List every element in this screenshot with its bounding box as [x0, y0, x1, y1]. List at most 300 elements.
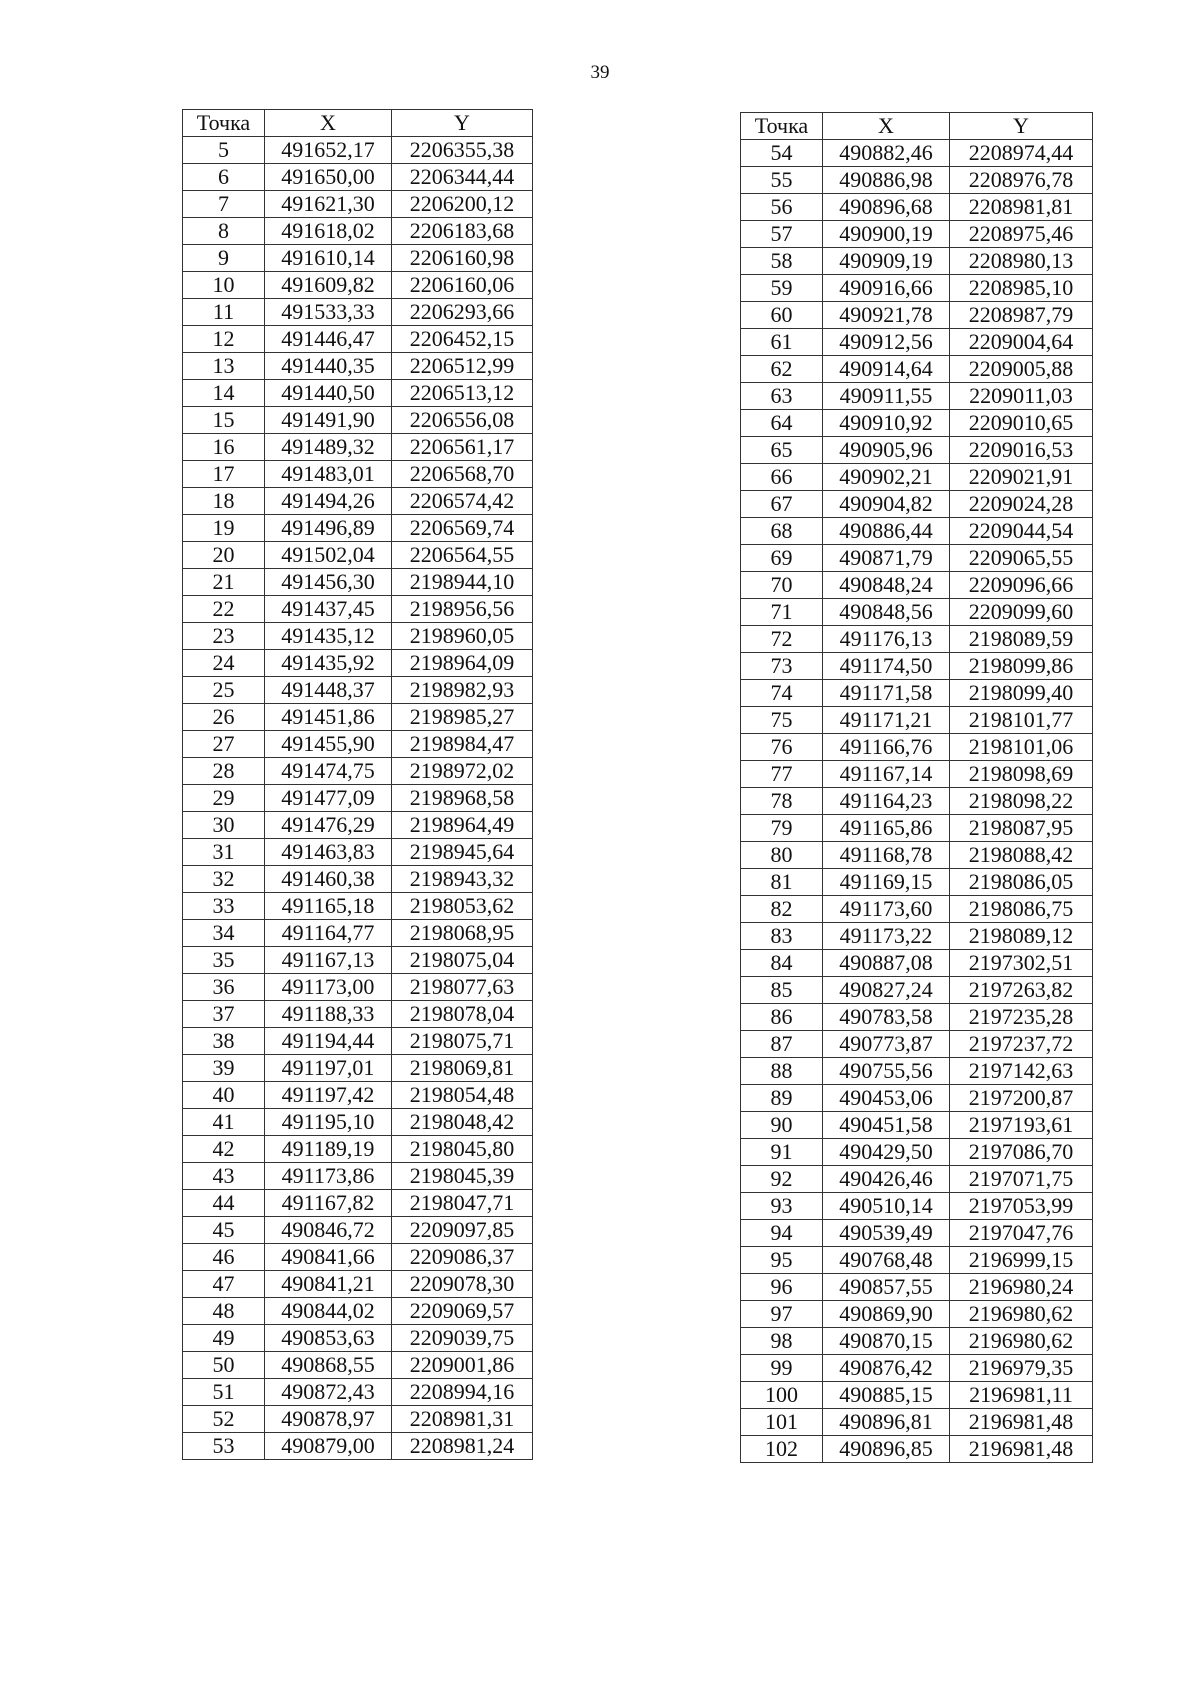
cell-y: 2209039,75 [392, 1325, 533, 1352]
cell-x: 490886,98 [823, 167, 950, 194]
cell-x: 490879,00 [265, 1433, 392, 1460]
table-row [183, 164, 533, 191]
cell-point: 42 [183, 1136, 265, 1163]
cell-point: 76 [741, 734, 823, 761]
cell-x: 490916,66 [823, 275, 950, 302]
cell-x: 490451,58 [823, 1112, 950, 1139]
table-row [183, 407, 533, 434]
cell-x: 490900,19 [823, 221, 950, 248]
cell-x: 490510,14 [823, 1193, 950, 1220]
cell-x: 490896,68 [823, 194, 950, 221]
cell-x: 490887,08 [823, 950, 950, 977]
table-row [183, 1298, 533, 1325]
cell-x: 491167,13 [265, 947, 392, 974]
cell-point: 58 [741, 248, 823, 275]
cell-y: 2198088,42 [950, 842, 1093, 869]
cell-x: 491173,00 [265, 974, 392, 1001]
table-body [183, 137, 533, 1460]
cell-point: 52 [183, 1406, 265, 1433]
cell-x: 491496,89 [265, 515, 392, 542]
cell-x: 491171,58 [823, 680, 950, 707]
cell-x: 490896,85 [823, 1436, 950, 1463]
cell-y: 2206452,15 [392, 326, 533, 353]
cell-x: 491650,00 [265, 164, 392, 191]
cell-y: 2206568,70 [392, 461, 533, 488]
cell-y: 2206183,68 [392, 218, 533, 245]
cell-point: 64 [741, 410, 823, 437]
cell-point: 6 [183, 164, 265, 191]
cell-y: 2197263,82 [950, 977, 1093, 1004]
cell-point: 49 [183, 1325, 265, 1352]
table-row [741, 1031, 1093, 1058]
cell-y: 2198944,10 [392, 569, 533, 596]
table-row [183, 299, 533, 326]
cell-y: 2198089,59 [950, 626, 1093, 653]
cell-y: 2198960,05 [392, 623, 533, 650]
cell-point: 83 [741, 923, 823, 950]
cell-x: 490902,21 [823, 464, 950, 491]
cell-x: 490869,90 [823, 1301, 950, 1328]
cell-point: 37 [183, 1001, 265, 1028]
cell-y: 2198101,06 [950, 734, 1093, 761]
table-header-row [741, 113, 1093, 140]
cell-point: 28 [183, 758, 265, 785]
cell-y: 2209010,65 [950, 410, 1093, 437]
table-row [741, 275, 1093, 302]
cell-point: 93 [741, 1193, 823, 1220]
cell-x: 490841,21 [265, 1271, 392, 1298]
cell-point: 67 [741, 491, 823, 518]
table-row [741, 653, 1093, 680]
cell-y: 2208981,31 [392, 1406, 533, 1433]
cell-x: 490783,58 [823, 1004, 950, 1031]
cell-x: 491618,02 [265, 218, 392, 245]
table-row [183, 137, 533, 164]
table-row [183, 515, 533, 542]
table-row [183, 947, 533, 974]
table-header-row [183, 110, 533, 137]
table-row [741, 599, 1093, 626]
cell-x: 490921,78 [823, 302, 950, 329]
cell-x: 491483,01 [265, 461, 392, 488]
table-row [741, 896, 1093, 923]
cell-x: 490904,82 [823, 491, 950, 518]
cell-point: 36 [183, 974, 265, 1001]
table-row [741, 1193, 1093, 1220]
cell-x: 490868,55 [265, 1352, 392, 1379]
table-row [741, 1004, 1093, 1031]
cell-point: 53 [183, 1433, 265, 1460]
cell-point: 24 [183, 650, 265, 677]
cell-x: 490848,24 [823, 572, 950, 599]
cell-y: 2198087,95 [950, 815, 1093, 842]
cell-x: 491474,75 [265, 758, 392, 785]
column-header-x: X [265, 110, 392, 137]
cell-point: 50 [183, 1352, 265, 1379]
cell-point: 91 [741, 1139, 823, 1166]
coordinates-table-left [182, 109, 533, 1460]
cell-x: 490755,56 [823, 1058, 950, 1085]
cell-x: 491621,30 [265, 191, 392, 218]
cell-y: 2206344,44 [392, 164, 533, 191]
table-row [183, 272, 533, 299]
cell-point: 23 [183, 623, 265, 650]
table-row [741, 788, 1093, 815]
cell-x: 491489,32 [265, 434, 392, 461]
cell-x: 490909,19 [823, 248, 950, 275]
cell-y: 2198964,09 [392, 650, 533, 677]
cell-x: 491166,76 [823, 734, 950, 761]
table-row [741, 842, 1093, 869]
cell-point: 66 [741, 464, 823, 491]
cell-x: 490905,96 [823, 437, 950, 464]
cell-point: 59 [741, 275, 823, 302]
cell-point: 13 [183, 353, 265, 380]
cell-x: 490910,92 [823, 410, 950, 437]
cell-point: 68 [741, 518, 823, 545]
table-row [183, 1352, 533, 1379]
cell-point: 34 [183, 920, 265, 947]
cell-point: 32 [183, 866, 265, 893]
cell-point: 77 [741, 761, 823, 788]
cell-point: 26 [183, 704, 265, 731]
cell-y: 2198972,02 [392, 758, 533, 785]
table-row [183, 353, 533, 380]
cell-y: 2209078,30 [392, 1271, 533, 1298]
cell-point: 33 [183, 893, 265, 920]
cell-y: 2208976,78 [950, 167, 1093, 194]
table-row [741, 1301, 1093, 1328]
table-row [183, 812, 533, 839]
cell-x: 490768,48 [823, 1247, 950, 1274]
cell-point: 99 [741, 1355, 823, 1382]
cell-y: 2198075,04 [392, 947, 533, 974]
cell-x: 491167,82 [265, 1190, 392, 1217]
cell-y: 2206561,17 [392, 434, 533, 461]
cell-x: 491189,19 [265, 1136, 392, 1163]
cell-x: 491165,18 [265, 893, 392, 920]
table-row [741, 1247, 1093, 1274]
cell-x: 491435,92 [265, 650, 392, 677]
table-row [741, 437, 1093, 464]
cell-point: 14 [183, 380, 265, 407]
cell-x: 490853,63 [265, 1325, 392, 1352]
cell-point: 44 [183, 1190, 265, 1217]
cell-x: 491164,77 [265, 920, 392, 947]
cell-y: 2206200,12 [392, 191, 533, 218]
table-row [741, 1220, 1093, 1247]
table-row [741, 977, 1093, 1004]
cell-y: 2196999,15 [950, 1247, 1093, 1274]
cell-x: 491609,82 [265, 272, 392, 299]
cell-y: 2206556,08 [392, 407, 533, 434]
table-row [741, 356, 1093, 383]
cell-y: 2198045,80 [392, 1136, 533, 1163]
table-row [183, 1163, 533, 1190]
cell-point: 27 [183, 731, 265, 758]
cell-point: 63 [741, 383, 823, 410]
table-row [741, 1058, 1093, 1085]
cell-point: 90 [741, 1112, 823, 1139]
table-row [741, 923, 1093, 950]
cell-y: 2209065,55 [950, 545, 1093, 572]
cell-x: 491451,86 [265, 704, 392, 731]
cell-point: 39 [183, 1055, 265, 1082]
table-row [741, 464, 1093, 491]
table-row [183, 1136, 533, 1163]
cell-x: 490878,97 [265, 1406, 392, 1433]
table-row [183, 1082, 533, 1109]
cell-point: 54 [741, 140, 823, 167]
cell-point: 62 [741, 356, 823, 383]
cell-y: 2209099,60 [950, 599, 1093, 626]
cell-x: 491477,09 [265, 785, 392, 812]
cell-y: 2198075,71 [392, 1028, 533, 1055]
cell-x: 491164,23 [823, 788, 950, 815]
cell-y: 2196980,62 [950, 1328, 1093, 1355]
cell-x: 491491,90 [265, 407, 392, 434]
table-row [183, 1217, 533, 1244]
cell-y: 2198943,32 [392, 866, 533, 893]
table-row [741, 734, 1093, 761]
cell-y: 2209097,85 [392, 1217, 533, 1244]
cell-y: 2208994,16 [392, 1379, 533, 1406]
cell-x: 490841,66 [265, 1244, 392, 1271]
table-row [183, 1433, 533, 1460]
cell-y: 2208975,46 [950, 221, 1093, 248]
cell-point: 88 [741, 1058, 823, 1085]
cell-point: 86 [741, 1004, 823, 1031]
cell-x: 491173,22 [823, 923, 950, 950]
cell-point: 21 [183, 569, 265, 596]
cell-y: 2198099,40 [950, 680, 1093, 707]
cell-y: 2208981,81 [950, 194, 1093, 221]
cell-y: 2197237,72 [950, 1031, 1093, 1058]
table-row [741, 194, 1093, 221]
cell-y: 2196981,48 [950, 1436, 1093, 1463]
table-row [183, 974, 533, 1001]
table-row [183, 893, 533, 920]
cell-y: 2198098,69 [950, 761, 1093, 788]
table-row [741, 1139, 1093, 1166]
cell-y: 2197071,75 [950, 1166, 1093, 1193]
cell-y: 2198048,42 [392, 1109, 533, 1136]
table-row [183, 1406, 533, 1433]
cell-x: 491194,44 [265, 1028, 392, 1055]
cell-x: 491448,37 [265, 677, 392, 704]
cell-point: 20 [183, 542, 265, 569]
table-row [741, 1328, 1093, 1355]
cell-y: 2206293,66 [392, 299, 533, 326]
cell-y: 2206513,12 [392, 380, 533, 407]
cell-x: 490848,56 [823, 599, 950, 626]
cell-y: 2198047,71 [392, 1190, 533, 1217]
cell-y: 2197193,61 [950, 1112, 1093, 1139]
page-number: 39 [590, 62, 610, 83]
table-row [183, 1109, 533, 1136]
coordinates-table-right [740, 112, 1093, 1463]
cell-y: 2209086,37 [392, 1244, 533, 1271]
table-row [183, 677, 533, 704]
column-header-x: X [823, 113, 950, 140]
cell-y: 2198089,12 [950, 923, 1093, 950]
table-row [741, 1355, 1093, 1382]
cell-y: 2198069,81 [392, 1055, 533, 1082]
cell-x: 491494,26 [265, 488, 392, 515]
table-row [183, 569, 533, 596]
cell-y: 2209044,54 [950, 518, 1093, 545]
cell-y: 2209011,03 [950, 383, 1093, 410]
cell-y: 2198964,49 [392, 812, 533, 839]
cell-x: 490857,55 [823, 1274, 950, 1301]
cell-x: 491173,60 [823, 896, 950, 923]
cell-point: 31 [183, 839, 265, 866]
cell-point: 11 [183, 299, 265, 326]
cell-y: 2198982,93 [392, 677, 533, 704]
cell-y: 2209016,53 [950, 437, 1093, 464]
table-row [183, 866, 533, 893]
table-row [741, 248, 1093, 275]
cell-point: 56 [741, 194, 823, 221]
table-row [741, 1085, 1093, 1112]
table-row [741, 1436, 1093, 1463]
table-row [183, 1055, 533, 1082]
cell-x: 491197,01 [265, 1055, 392, 1082]
cell-y: 2208985,10 [950, 275, 1093, 302]
cell-point: 38 [183, 1028, 265, 1055]
cell-y: 2197086,70 [950, 1139, 1093, 1166]
cell-y: 2209096,66 [950, 572, 1093, 599]
cell-y: 2198101,77 [950, 707, 1093, 734]
cell-point: 94 [741, 1220, 823, 1247]
cell-x: 490844,02 [265, 1298, 392, 1325]
cell-y: 2196981,48 [950, 1409, 1093, 1436]
table-row [183, 245, 533, 272]
table-row [741, 626, 1093, 653]
cell-point: 55 [741, 167, 823, 194]
table-row [741, 707, 1093, 734]
cell-x: 491440,35 [265, 353, 392, 380]
cell-point: 85 [741, 977, 823, 1004]
table-row [741, 869, 1093, 896]
table-row [741, 302, 1093, 329]
cell-x: 490429,50 [823, 1139, 950, 1166]
table-row [183, 542, 533, 569]
cell-x: 491171,21 [823, 707, 950, 734]
cell-y: 2198054,48 [392, 1082, 533, 1109]
cell-x: 490912,56 [823, 329, 950, 356]
cell-y: 2208980,13 [950, 248, 1093, 275]
cell-point: 96 [741, 1274, 823, 1301]
cell-point: 48 [183, 1298, 265, 1325]
table-row [183, 650, 533, 677]
cell-point: 89 [741, 1085, 823, 1112]
table-row [741, 140, 1093, 167]
cell-y: 2206569,74 [392, 515, 533, 542]
cell-point: 97 [741, 1301, 823, 1328]
table-body [741, 140, 1093, 1463]
cell-point: 74 [741, 680, 823, 707]
cell-x: 491446,47 [265, 326, 392, 353]
cell-point: 19 [183, 515, 265, 542]
table-row [741, 1166, 1093, 1193]
cell-y: 2208987,79 [950, 302, 1093, 329]
cell-x: 491435,12 [265, 623, 392, 650]
cell-y: 2197200,87 [950, 1085, 1093, 1112]
cell-point: 101 [741, 1409, 823, 1436]
table-row [741, 545, 1093, 572]
cell-y: 2209004,64 [950, 329, 1093, 356]
cell-point: 16 [183, 434, 265, 461]
table-row [183, 191, 533, 218]
cell-point: 84 [741, 950, 823, 977]
cell-point: 45 [183, 1217, 265, 1244]
cell-y: 2208981,24 [392, 1433, 533, 1460]
cell-point: 79 [741, 815, 823, 842]
cell-point: 81 [741, 869, 823, 896]
table-row [183, 461, 533, 488]
cell-y: 2198099,86 [950, 653, 1093, 680]
table-row [741, 410, 1093, 437]
cell-point: 25 [183, 677, 265, 704]
cell-y: 2208974,44 [950, 140, 1093, 167]
column-header-y: Y [392, 110, 533, 137]
table-row [183, 920, 533, 947]
cell-x: 491176,13 [823, 626, 950, 653]
cell-point: 40 [183, 1082, 265, 1109]
cell-y: 2198985,27 [392, 704, 533, 731]
cell-point: 47 [183, 1271, 265, 1298]
cell-x: 491652,17 [265, 137, 392, 164]
table-row [183, 839, 533, 866]
cell-point: 18 [183, 488, 265, 515]
cell-y: 2198086,05 [950, 869, 1093, 896]
cell-point: 102 [741, 1436, 823, 1463]
cell-x: 490882,46 [823, 140, 950, 167]
cell-point: 35 [183, 947, 265, 974]
cell-point: 98 [741, 1328, 823, 1355]
column-header-point: Точка [741, 113, 823, 140]
table-row [183, 596, 533, 623]
cell-point: 7 [183, 191, 265, 218]
cell-point: 57 [741, 221, 823, 248]
cell-y: 2206512,99 [392, 353, 533, 380]
cell-point: 71 [741, 599, 823, 626]
cell-x: 490914,64 [823, 356, 950, 383]
cell-x: 491610,14 [265, 245, 392, 272]
cell-y: 2198956,56 [392, 596, 533, 623]
cell-x: 490896,81 [823, 1409, 950, 1436]
cell-x: 491168,78 [823, 842, 950, 869]
cell-x: 491440,50 [265, 380, 392, 407]
cell-point: 46 [183, 1244, 265, 1271]
cell-point: 15 [183, 407, 265, 434]
cell-x: 491167,14 [823, 761, 950, 788]
cell-y: 2198968,58 [392, 785, 533, 812]
table-row [741, 1112, 1093, 1139]
cell-x: 490426,46 [823, 1166, 950, 1193]
cell-x: 490773,87 [823, 1031, 950, 1058]
cell-y: 2196979,35 [950, 1355, 1093, 1382]
table-row [183, 1244, 533, 1271]
cell-point: 75 [741, 707, 823, 734]
cell-x: 490539,49 [823, 1220, 950, 1247]
table-row [741, 1274, 1093, 1301]
cell-x: 490453,06 [823, 1085, 950, 1112]
cell-point: 69 [741, 545, 823, 572]
cell-point: 95 [741, 1247, 823, 1274]
cell-y: 2198068,95 [392, 920, 533, 947]
